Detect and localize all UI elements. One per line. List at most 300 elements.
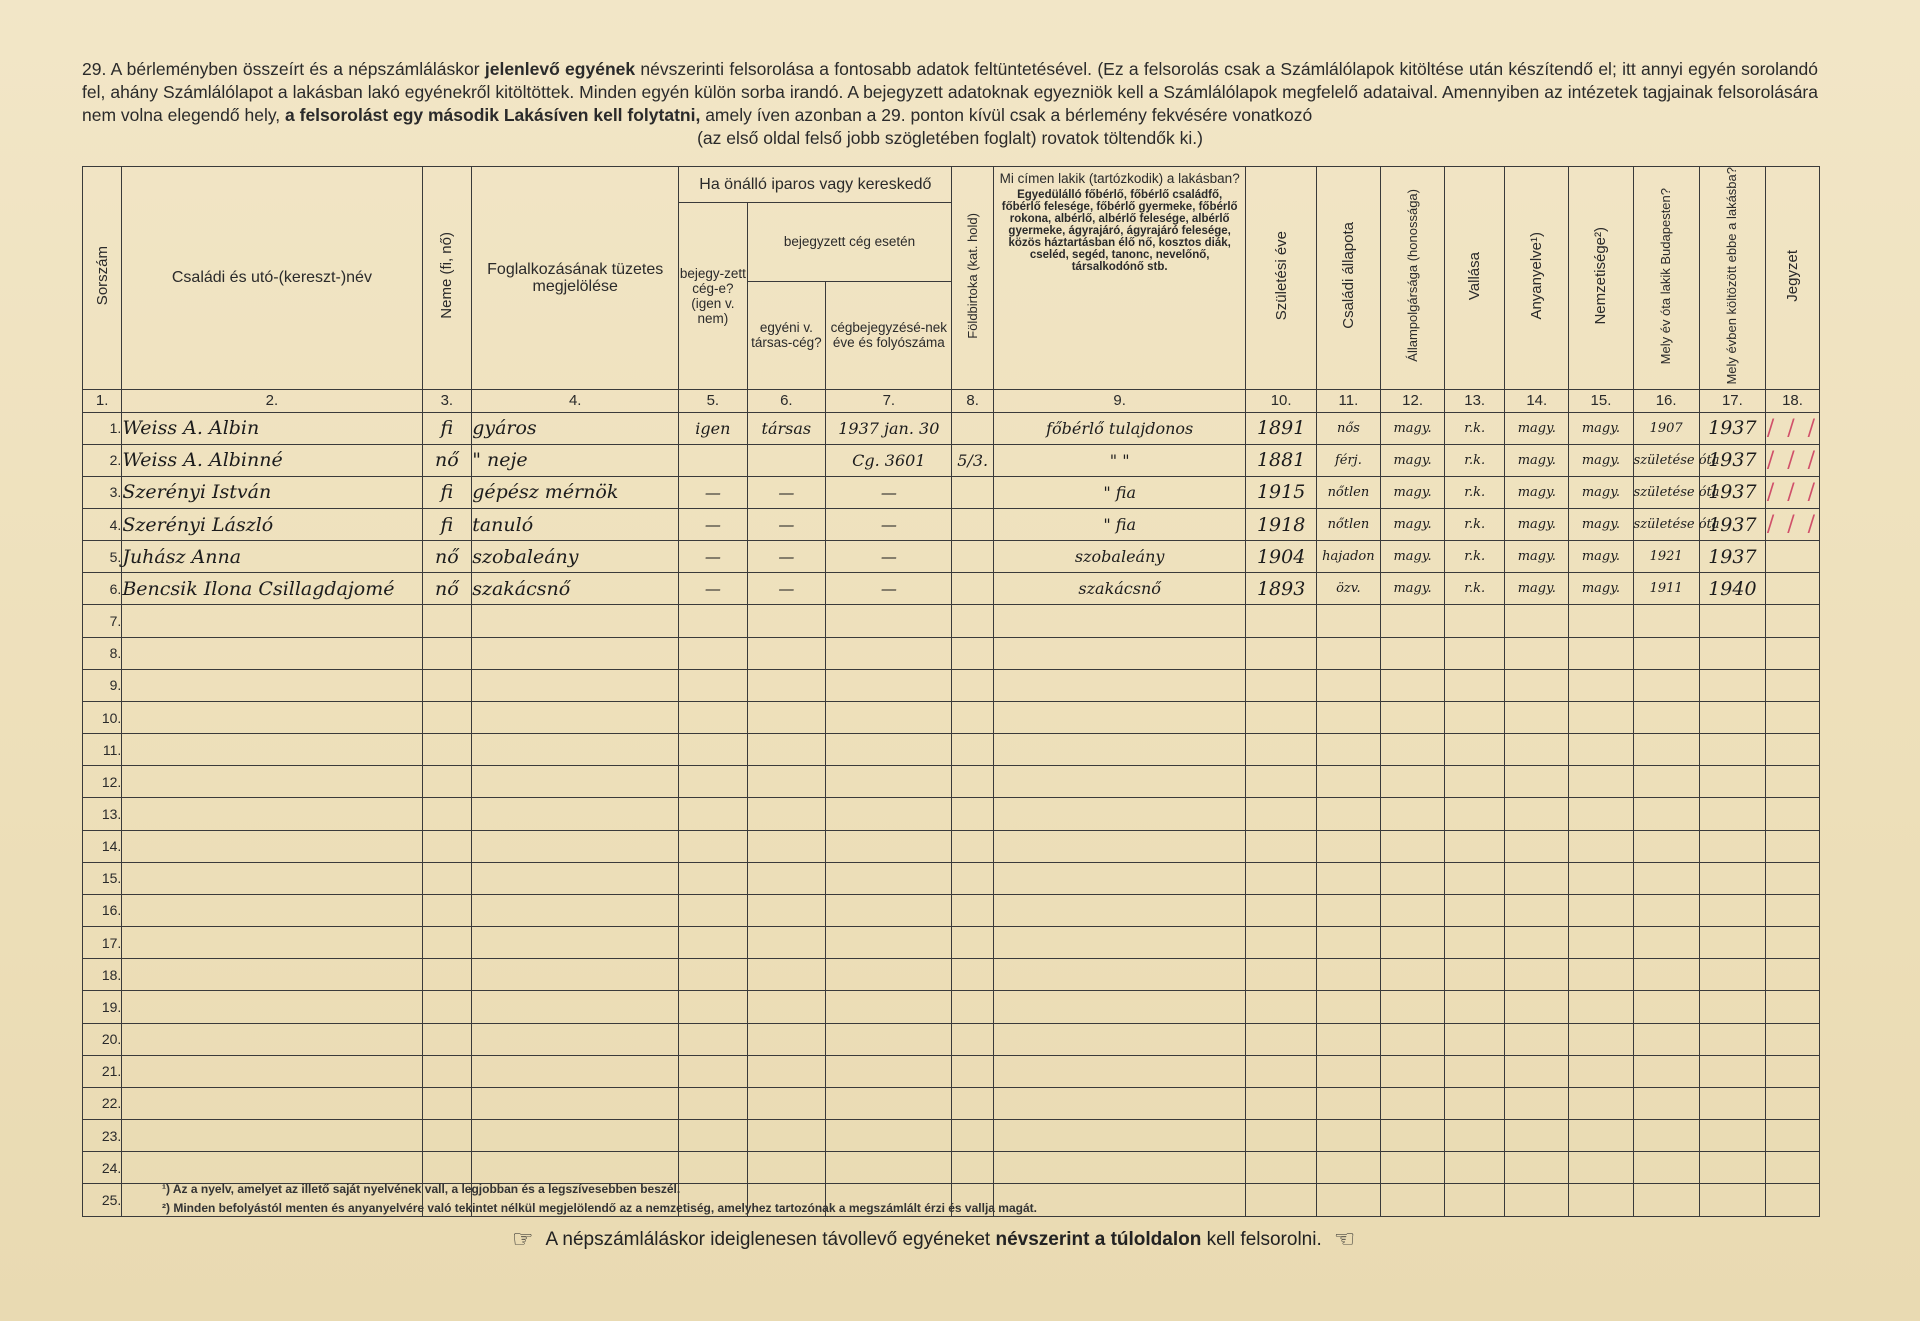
cell-land	[952, 1152, 993, 1184]
cell-name	[122, 1119, 422, 1151]
cell-note	[1766, 894, 1820, 926]
cell-sex	[422, 1152, 472, 1184]
cell-firm	[747, 605, 826, 637]
cell-occupation: szobaleány	[472, 541, 679, 573]
cell-note	[1766, 1119, 1820, 1151]
cell-firm-reg	[826, 927, 952, 959]
cell-citizenship: magy.	[1380, 509, 1444, 541]
cell-name	[122, 637, 422, 669]
cell-moved-in: 1937	[1699, 444, 1765, 476]
cell-registered: —	[679, 541, 747, 573]
row-number: 21.	[83, 1055, 122, 1087]
table-row	[83, 573, 1820, 605]
cell-citizenship	[1380, 637, 1444, 669]
cell-nationality	[1569, 1055, 1633, 1087]
column-number-row	[83, 389, 1820, 412]
cell-firm	[747, 927, 826, 959]
cell-status	[993, 669, 1246, 701]
cell-land	[952, 541, 993, 573]
cell-marital: nőtlen	[1316, 476, 1380, 508]
cell-nationality	[1569, 830, 1633, 862]
cell-occupation: gépész mérnök	[472, 476, 679, 508]
cell-note	[1766, 412, 1820, 444]
row-number: 2.	[83, 444, 122, 476]
cell-religion	[1445, 894, 1505, 926]
cell-citizenship	[1380, 1152, 1444, 1184]
cell-occupation	[472, 637, 679, 669]
cell-moved-in	[1699, 637, 1765, 669]
cell-bp-since	[1633, 1023, 1699, 1055]
cell-marital	[1316, 605, 1380, 637]
cell-status	[993, 894, 1246, 926]
header-sorszam: Sorszám	[83, 167, 122, 390]
cell-sex	[422, 701, 472, 733]
cell-firm	[747, 862, 826, 894]
table-row	[83, 476, 1820, 508]
cell-status: " fia	[993, 509, 1246, 541]
cell-religion	[1445, 669, 1505, 701]
cell-occupation: " neje	[472, 444, 679, 476]
cell-bp-since: születése óta	[1633, 444, 1699, 476]
cell-moved-in	[1699, 1055, 1765, 1087]
cell-note	[1766, 701, 1820, 733]
cell-registered: —	[679, 476, 747, 508]
header-citizenship: Állampolgársága (honossága)	[1380, 167, 1444, 390]
cell-firm-reg: 1937 jan. 30	[826, 412, 952, 444]
cell-religion	[1445, 1087, 1505, 1119]
cell-firm-reg	[826, 734, 952, 766]
cell-name	[122, 1055, 422, 1087]
cell-occupation	[472, 1055, 679, 1087]
cell-firm	[747, 1055, 826, 1087]
cell-citizenship	[1380, 734, 1444, 766]
cell-religion	[1445, 1152, 1505, 1184]
cell-marital: nőtlen	[1316, 509, 1380, 541]
cell-birth	[1246, 862, 1316, 894]
column-number: 15.	[1569, 389, 1633, 412]
cell-status	[993, 1119, 1246, 1151]
table-row	[83, 509, 1820, 541]
row-number: 24.	[83, 1152, 122, 1184]
cell-marital	[1316, 637, 1380, 669]
row-number: 13.	[83, 798, 122, 830]
cell-bp-since	[1633, 701, 1699, 733]
cell-birth	[1246, 894, 1316, 926]
column-number: 17.	[1699, 389, 1765, 412]
header-religion: Vallása	[1445, 167, 1505, 390]
cell-land	[952, 1087, 993, 1119]
cell-birth: 1891	[1246, 412, 1316, 444]
bottom-note	[512, 1225, 1412, 1254]
cell-citizenship	[1380, 1119, 1444, 1151]
column-number: 9.	[993, 389, 1246, 412]
cell-birth: 1918	[1246, 509, 1316, 541]
cell-sex: nő	[422, 541, 472, 573]
cell-moved-in: 1937	[1699, 412, 1765, 444]
table-row	[83, 444, 1820, 476]
cell-firm-reg	[826, 991, 952, 1023]
cell-religion	[1445, 637, 1505, 669]
header-registered-sub: bejegyzett cég esetén	[747, 203, 952, 282]
table-row	[83, 541, 1820, 573]
cell-birth	[1246, 927, 1316, 959]
cell-sex	[422, 959, 472, 991]
cell-note	[1766, 1184, 1820, 1216]
cell-nationality	[1569, 959, 1633, 991]
cell-status: " "	[993, 444, 1246, 476]
cell-bp-since	[1633, 959, 1699, 991]
cell-land	[952, 637, 993, 669]
header-registered: bejegy-zett cég-e? (igen v. nem)	[679, 203, 747, 390]
column-number: 3.	[422, 389, 472, 412]
cell-moved-in	[1699, 766, 1765, 798]
cell-sex: fi	[422, 476, 472, 508]
column-number: 13.	[1445, 389, 1505, 412]
cell-religion: r.k.	[1445, 444, 1505, 476]
cell-religion	[1445, 734, 1505, 766]
cell-bp-since: születése óta	[1633, 509, 1699, 541]
cell-land	[952, 991, 993, 1023]
cell-land	[952, 798, 993, 830]
table-row	[83, 1087, 1820, 1119]
column-number: 10.	[1246, 389, 1316, 412]
cell-name	[122, 605, 422, 637]
cell-moved-in	[1699, 605, 1765, 637]
cell-occupation	[472, 1023, 679, 1055]
cell-bp-since	[1633, 830, 1699, 862]
header-birth-year: Születési éve	[1246, 167, 1316, 390]
row-number: 18.	[83, 959, 122, 991]
cell-moved-in	[1699, 1023, 1765, 1055]
cell-status: szobaleány	[993, 541, 1246, 573]
cell-citizenship	[1380, 766, 1444, 798]
cell-land	[952, 509, 993, 541]
census-body	[83, 412, 1820, 1216]
cell-occupation	[472, 927, 679, 959]
cell-birth: 1915	[1246, 476, 1316, 508]
cell-citizenship: magy.	[1380, 412, 1444, 444]
cell-marital	[1316, 862, 1380, 894]
cell-firm-reg	[826, 1152, 952, 1184]
cell-firm-reg	[826, 1087, 952, 1119]
cell-nationality: magy.	[1569, 509, 1633, 541]
cell-firm-reg	[826, 605, 952, 637]
cell-religion	[1445, 862, 1505, 894]
cell-note	[1766, 830, 1820, 862]
cell-birth	[1246, 701, 1316, 733]
cell-marital	[1316, 1023, 1380, 1055]
cell-registered: —	[679, 509, 747, 541]
cell-firm	[747, 734, 826, 766]
intro-paragraph: 29. A bérleményben összeírt és a népszámláláskor jelenlevő egyének névszerinti felsorolása a fontosabb adatok feltüntetésével. (Ez a felsorolás csak a Számlálólapok kitöltése után készítendő el; itt annyi egyén sorolandó fel, ahány Számlálólapot a lakásban lakó egyénekről kitöltöttek. Minden egyén külön sorba irandó. A bejegyzett adatoknak egyezniök kell a Számlálólapok megfelelő adataival. Amennyiben az intézetek tagjainak felsorolására nem volna elegendő hely, a felsorolást egy második Lakásíven kell folytatni, amely íven azonban a 29. ponton kívül csak a bérlemény fekvésére vonatkozó (az első oldal felső jobb szögletében foglalt) rovatok töltendők ki.)	[82, 59, 1818, 148]
cell-firm	[747, 1152, 826, 1184]
cell-moved-in	[1699, 1184, 1765, 1216]
cell-sex: fi	[422, 412, 472, 444]
cell-firm-reg	[826, 1055, 952, 1087]
bottom-note-text: A népszámláláskor ideiglenesen távollevő egyéneket névszerint a túloldalon kell felsorolni.	[545, 1228, 1322, 1250]
cell-religion	[1445, 830, 1505, 862]
cell-sex	[422, 734, 472, 766]
row-number: 25.	[83, 1184, 122, 1216]
cell-note	[1766, 927, 1820, 959]
row-number: 16.	[83, 894, 122, 926]
cell-firm	[747, 701, 826, 733]
cell-status	[993, 927, 1246, 959]
column-number: 18.	[1766, 389, 1820, 412]
cell-firm	[747, 444, 826, 476]
cell-land: 5/3.	[952, 444, 993, 476]
cell-note	[1766, 573, 1820, 605]
header-note: Jegyzet	[1766, 167, 1820, 390]
cell-firm: —	[747, 541, 826, 573]
row-number: 20.	[83, 1023, 122, 1055]
cell-religion: r.k.	[1445, 541, 1505, 573]
cell-birth: 1881	[1246, 444, 1316, 476]
cell-registered	[679, 766, 747, 798]
cell-land	[952, 605, 993, 637]
cell-moved-in	[1699, 959, 1765, 991]
cell-birth	[1246, 1023, 1316, 1055]
cell-firm	[747, 959, 826, 991]
cell-land	[952, 573, 993, 605]
cell-occupation: szakácsnő	[472, 573, 679, 605]
cell-status	[993, 862, 1246, 894]
row-number: 22.	[83, 1087, 122, 1119]
cell-status	[993, 605, 1246, 637]
cell-land	[952, 1023, 993, 1055]
cell-status	[993, 637, 1246, 669]
header-firm-type: egyéni v. társas-cég?	[747, 281, 826, 389]
cell-name	[122, 669, 422, 701]
cell-firm	[747, 1023, 826, 1055]
cell-name	[122, 862, 422, 894]
cell-nationality: magy.	[1569, 541, 1633, 573]
cell-registered	[679, 701, 747, 733]
header-moved-in: Mely évben költözött ebbe a lakásba?	[1699, 167, 1765, 390]
census-table	[82, 166, 1820, 1217]
cell-nationality	[1569, 1119, 1633, 1151]
table-row	[83, 798, 1820, 830]
cell-bp-since	[1633, 1055, 1699, 1087]
cell-sex: nő	[422, 444, 472, 476]
row-number: 3.	[83, 476, 122, 508]
cell-nationality	[1569, 927, 1633, 959]
row-number: 4.	[83, 509, 122, 541]
cell-religion	[1445, 1055, 1505, 1087]
table-row	[83, 830, 1820, 862]
cell-registered	[679, 959, 747, 991]
cell-religion	[1445, 701, 1505, 733]
cell-registered	[679, 605, 747, 637]
cell-firm-reg	[826, 798, 952, 830]
cell-registered	[679, 669, 747, 701]
cell-firm-reg: Cg. 3601	[826, 444, 952, 476]
cell-nationality	[1569, 1152, 1633, 1184]
cell-religion	[1445, 1119, 1505, 1151]
column-number: 14.	[1505, 389, 1569, 412]
cell-note	[1766, 991, 1820, 1023]
cell-citizenship: magy.	[1380, 444, 1444, 476]
table-row	[83, 1152, 1820, 1184]
cell-bp-since	[1633, 862, 1699, 894]
cell-land	[952, 830, 993, 862]
cell-firm	[747, 637, 826, 669]
cell-mother-tongue	[1505, 701, 1569, 733]
cell-bp-since	[1633, 894, 1699, 926]
cell-birth	[1246, 798, 1316, 830]
cell-nationality: magy.	[1569, 444, 1633, 476]
cell-religion	[1445, 798, 1505, 830]
cell-bp-since	[1633, 669, 1699, 701]
cell-nationality: magy.	[1569, 412, 1633, 444]
cell-sex	[422, 862, 472, 894]
cell-citizenship	[1380, 798, 1444, 830]
header-nationality: Nemzetisége²)	[1569, 167, 1633, 390]
cell-sex	[422, 766, 472, 798]
cell-nationality	[1569, 862, 1633, 894]
cell-status	[993, 766, 1246, 798]
header-firm-reg: cégbejegyzésé-nek éve és folyószáma	[826, 281, 952, 389]
cell-mother-tongue	[1505, 862, 1569, 894]
row-number: 19.	[83, 991, 122, 1023]
cell-bp-since	[1633, 798, 1699, 830]
cell-nationality	[1569, 894, 1633, 926]
table-row	[83, 766, 1820, 798]
header-residence-title: Mi címen lakik (tartózkodik) a lakásban? Egyedülálló főbérlő, főbérlő családfő, főbérlő felesége, főbérlő gyermeke, főbérlő rokona, albérlő, albérlő felesége, albérlő gyermeke, ágyrajáró, ágyrajáró felesége, közös háztartásban élő nő, kosztos diák, cseléd, segéd, tanonc, nevelőnő, társalkodónő stb.	[993, 167, 1246, 390]
cell-registered	[679, 862, 747, 894]
cell-mother-tongue: magy.	[1505, 541, 1569, 573]
cell-land	[952, 927, 993, 959]
cell-moved-in: 1937	[1699, 509, 1765, 541]
cell-bp-since	[1633, 1119, 1699, 1151]
cell-land	[952, 959, 993, 991]
cell-firm-reg	[826, 862, 952, 894]
cell-moved-in	[1699, 701, 1765, 733]
cell-moved-in	[1699, 669, 1765, 701]
cell-bp-since: 1911	[1633, 573, 1699, 605]
header-land: Földbirtoka (kat. hold)	[952, 167, 993, 390]
column-number: 12.	[1380, 389, 1444, 412]
cell-firm	[747, 830, 826, 862]
cell-citizenship	[1380, 1055, 1444, 1087]
cell-mother-tongue	[1505, 766, 1569, 798]
cell-citizenship: magy.	[1380, 476, 1444, 508]
cell-firm-reg	[826, 1023, 952, 1055]
cell-birth: 1893	[1246, 573, 1316, 605]
cell-mother-tongue	[1505, 927, 1569, 959]
cell-note	[1766, 637, 1820, 669]
cell-firm: társas	[747, 412, 826, 444]
cell-registered	[679, 734, 747, 766]
cell-name	[122, 959, 422, 991]
cell-marital: nős	[1316, 412, 1380, 444]
cell-bp-since	[1633, 1087, 1699, 1119]
cell-status	[993, 830, 1246, 862]
cell-moved-in	[1699, 830, 1765, 862]
cell-note	[1766, 862, 1820, 894]
cell-birth	[1246, 734, 1316, 766]
cell-occupation	[472, 766, 679, 798]
cell-name	[122, 701, 422, 733]
cell-note	[1766, 1087, 1820, 1119]
cell-name	[122, 734, 422, 766]
cell-name: Szerényi István	[122, 476, 422, 508]
cell-name	[122, 830, 422, 862]
cell-registered	[679, 637, 747, 669]
cell-marital	[1316, 798, 1380, 830]
cell-religion: r.k.	[1445, 573, 1505, 605]
cell-mother-tongue: magy.	[1505, 444, 1569, 476]
cell-firm-reg: —	[826, 573, 952, 605]
cell-firm-reg	[826, 894, 952, 926]
table-row	[83, 862, 1820, 894]
cell-nationality	[1569, 1023, 1633, 1055]
cell-citizenship	[1380, 1087, 1444, 1119]
cell-firm-reg	[826, 701, 952, 733]
cell-occupation: gyáros	[472, 412, 679, 444]
cell-bp-since	[1633, 766, 1699, 798]
cell-citizenship	[1380, 830, 1444, 862]
cell-bp-since: 1907	[1633, 412, 1699, 444]
cell-moved-in: 1937	[1699, 541, 1765, 573]
cell-firm-reg	[826, 766, 952, 798]
cell-mother-tongue	[1505, 734, 1569, 766]
cell-firm: —	[747, 476, 826, 508]
cell-firm	[747, 991, 826, 1023]
cell-name	[122, 927, 422, 959]
table-row	[83, 991, 1820, 1023]
cell-firm	[747, 798, 826, 830]
cell-note	[1766, 1055, 1820, 1087]
row-number: 15.	[83, 862, 122, 894]
cell-citizenship	[1380, 701, 1444, 733]
cell-registered: —	[679, 573, 747, 605]
row-number: 9.	[83, 669, 122, 701]
cell-status	[993, 798, 1246, 830]
cell-registered	[679, 830, 747, 862]
cell-occupation	[472, 959, 679, 991]
cell-religion	[1445, 991, 1505, 1023]
pink-tally-mark: / / /	[1766, 479, 1819, 505]
cell-status	[993, 1087, 1246, 1119]
row-number: 23.	[83, 1119, 122, 1151]
cell-occupation	[472, 669, 679, 701]
cell-mother-tongue	[1505, 798, 1569, 830]
cell-religion	[1445, 766, 1505, 798]
cell-name: Szerényi László	[122, 509, 422, 541]
row-number: 7.	[83, 605, 122, 637]
table-row	[83, 894, 1820, 926]
cell-occupation	[472, 830, 679, 862]
cell-registered	[679, 927, 747, 959]
cell-marital	[1316, 830, 1380, 862]
column-number: 8.	[952, 389, 993, 412]
cell-firm: —	[747, 509, 826, 541]
column-number: 16.	[1633, 389, 1699, 412]
cell-marital	[1316, 701, 1380, 733]
cell-moved-in	[1699, 862, 1765, 894]
cell-moved-in: 1940	[1699, 573, 1765, 605]
row-number: 11.	[83, 734, 122, 766]
cell-moved-in: 1937	[1699, 476, 1765, 508]
cell-nationality: magy.	[1569, 573, 1633, 605]
cell-nationality	[1569, 605, 1633, 637]
cell-mother-tongue	[1505, 669, 1569, 701]
cell-nationality	[1569, 766, 1633, 798]
cell-firm-reg	[826, 1119, 952, 1151]
cell-name	[122, 798, 422, 830]
cell-mother-tongue	[1505, 1023, 1569, 1055]
